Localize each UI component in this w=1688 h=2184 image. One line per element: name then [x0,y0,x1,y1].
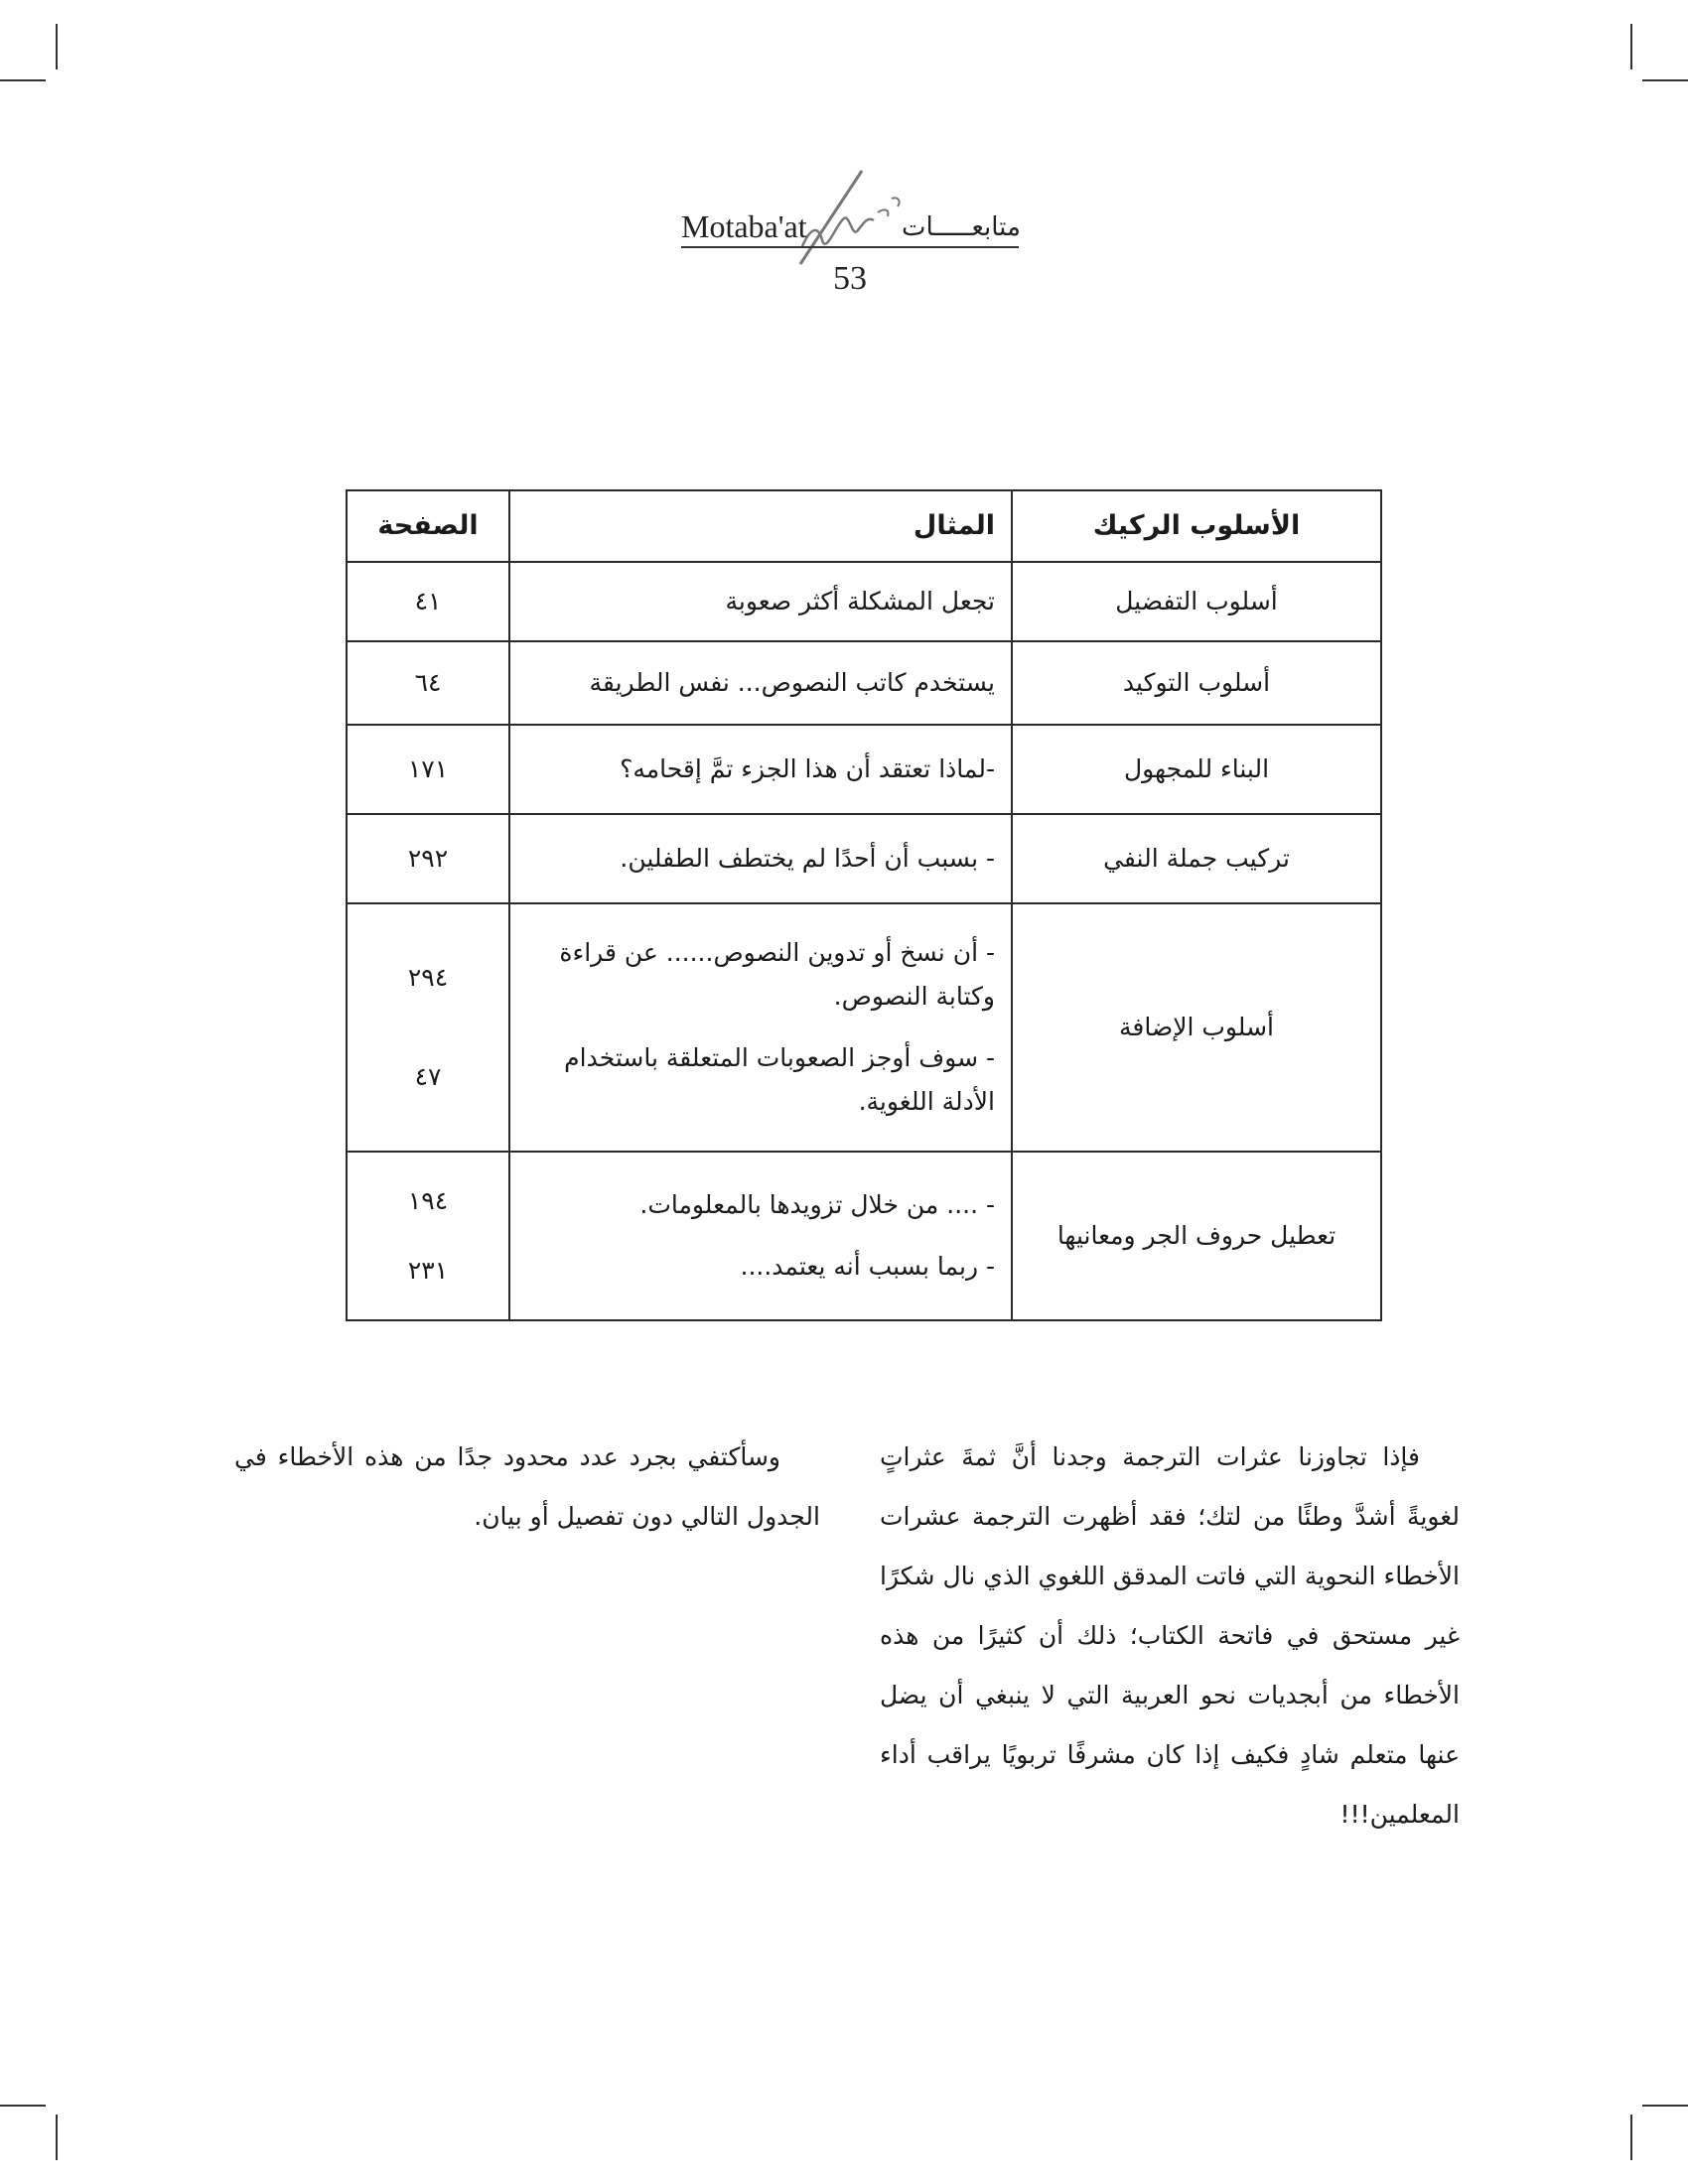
page-ref: ١٩٤ [407,1186,449,1215]
example-line: - ربما بسبب أنه يعتمد.... [740,1252,995,1281]
page-ref: ٢٩٤ [407,963,449,992]
example-line: - بسبب أن أحدًا لم يختطف الطفلين. [620,844,995,873]
body-column-left [234,1428,820,1547]
example-cell [509,814,1012,903]
table-row [347,903,1381,1152]
style-cell: تعطيل حروف الجر ومعانيها [1012,1152,1381,1320]
table-row [347,641,1381,725]
table-row [347,1152,1381,1320]
page-cell [347,903,509,1152]
crop-mark-top-right-v [1630,24,1632,69]
header-example: المثال [509,490,1012,562]
example-line: - أن نسخ أو تدوين النصوص...... عن قراءة وكتابة النصوص. [559,938,995,1011]
page-ref: ٢٩٢ [407,844,449,873]
style-cell: تركيب جملة النفي [1012,814,1381,903]
style-cell: البناء للمجهول [1012,725,1381,814]
paragraph-text: وسأكتفي بجرد عدد محدود جدًا من هذه الأخطاء في الجدول التالي دون تفصيل أو بيان. [234,1442,820,1531]
example-line: -لماذا تعتقد أن هذا الجزء تمَّ إقحامه؟ [620,754,995,783]
example-cell [509,641,1012,725]
example-line: - سوف أوجز الصعوبات المتعلقة باستخدام الأدلة اللغوية. [564,1043,995,1116]
weak-styles-table [346,489,1382,1321]
page-ref: ٦٤ [414,668,442,697]
header-page: الصفحة [347,490,509,562]
example-cell [509,725,1012,814]
page-cell [347,1152,509,1320]
journal-logo-icon [792,169,912,268]
table-row [347,562,1381,641]
page-cell [347,562,509,641]
crop-mark-top-left-h [0,79,46,81]
page-number: 53 [833,260,867,297]
header-style: الأسلوب الركيك [1012,490,1381,562]
style-cell: أسلوب التفضيل [1012,562,1381,641]
crop-mark-bottom-right-v [1630,2115,1632,2160]
page-ref: ٤٧ [414,1062,442,1091]
crop-mark-top-left-v [56,24,58,69]
crop-mark-bottom-left-v [56,2115,58,2160]
table-row [347,814,1381,903]
page-cell [347,725,509,814]
paragraph-text: فإذا تجاوزنا عثرات الترجمة وجدنا أنَّ ثمةَ عثراتٍ لغويةً أشدَّ وطئًا من لتك؛ فقد أظهرت الترجمة عشرات الأخطاء النحوية التي فاتت المدقق اللغوي الذي نال شكرًا غير مستحق في فاتحة الكتاب؛ ذلك أن كثيرًا من هذه الأخطاء من أبجديات نحو العربية التي لا ينبغي أن يضل عنها متعلم شادٍ فكيف إذا كان مشرفًا تربويًا يراقب أداء المعلمين!!! [880,1442,1460,1829]
example-cell [509,562,1012,641]
crop-mark-top-right-h [1642,79,1688,81]
page-cell [347,641,509,725]
crop-mark-bottom-left-h [0,2105,46,2107]
style-cell: أسلوب الإضافة [1012,903,1381,1152]
page-ref: ٤١ [414,587,442,615]
table-row [347,725,1381,814]
page-ref: ٢٣١ [407,1256,449,1285]
example-cell [509,1152,1012,1320]
example-line: يستخدم كاتب النصوص... نفس الطريقة [589,668,995,697]
journal-title-arabic: متابعـــــات [902,212,1021,242]
page-cell [347,814,509,903]
crop-mark-bottom-right-h [1642,2105,1688,2107]
page-ref: ١٧١ [407,754,449,783]
example-cell [509,903,1012,1152]
example-line: - .... من خلال تزويدها بالمعلومات. [639,1190,995,1219]
table-header-row [347,490,1381,562]
example-line: تجعل المشكلة أكثر صعوبة [725,587,995,615]
header-rule [681,246,1019,248]
body-column-right [880,1428,1460,1844]
running-header [681,169,1019,308]
journal-title-latin: Motaba'at [681,208,807,244]
style-cell: أسلوب التوكيد [1012,641,1381,725]
